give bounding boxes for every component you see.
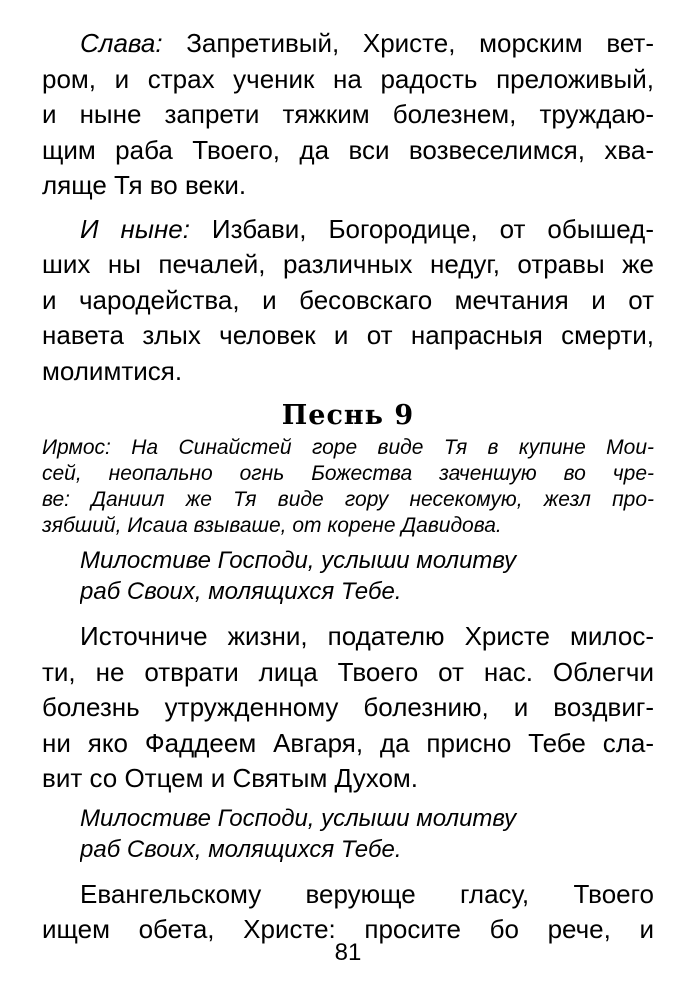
text-line: молимтися. (42, 355, 183, 386)
text-line: и чародейства, и бесовскаго мечтания и от (42, 284, 654, 315)
text-line: сей, неопально огнь Божества заченшую во чре- (42, 462, 654, 485)
text-line: щим раба Твоего, да вси возвеселимся, хва- (42, 134, 654, 165)
troparion (42, 619, 654, 797)
text-line: ищем обета, Христе: просите бо рече, и (42, 914, 654, 944)
stanza-glory (42, 26, 654, 204)
stanza-label: Слава: (80, 28, 163, 58)
text-line: Милостиве Господи, услыши молитву (80, 547, 517, 574)
stanza-label: И ныне: (80, 213, 190, 244)
text-line: Милостиве Господи, услыши молитву (80, 804, 517, 832)
text-line: зябший, Исаиа взываше, от корене Давидова. (42, 514, 502, 537)
text-line: и ныне запрети тяжким болезнем, труждаю- (42, 99, 654, 129)
text-line: ших ны печалей, различных недуг, отравы же (42, 249, 654, 279)
troparion (42, 877, 654, 948)
irmos (42, 435, 654, 539)
text-line: Ирмос: На Синайстей горе виде Тя в купине Мои- (42, 436, 654, 459)
text-line: ни яко Фаддеем Авгаря, да присно Тебе сла- (42, 727, 654, 758)
text-line: вит со Отцем и Святым Духом. (42, 763, 418, 793)
text-line: ве: Даниил же Тя виде гору несекомую, жезл про- (42, 488, 654, 511)
text-line: Источниче жизни, подателю Христе милос- (80, 621, 654, 651)
text-line: Евангельскому верующе гласу, Твоего (80, 878, 654, 909)
text-line: навета злых человек и от напрасныя смерти, (42, 320, 654, 350)
text-line: И ныне: Избави, Богородице, от обышед- (80, 213, 654, 244)
section-heading: Песнь 9 (281, 400, 415, 431)
text-line: раб Своих, молящихся Тебе. (80, 835, 402, 863)
text-line: ляще Тя во веки. (42, 170, 247, 200)
text-line: болезнь утружденному болезнию, и воздвиг- (42, 692, 654, 722)
book-page (42, 26, 654, 948)
refrain (42, 545, 654, 607)
stanza-now (42, 212, 654, 390)
text-line: ром, и страх ученик на радость преложивый, (42, 63, 654, 94)
text-line: раб Своих, молящихся Тебе. (80, 578, 402, 605)
text-line: Слава: Запретивый, Христе, морским вет- (80, 28, 654, 58)
text-line: ти, не отврати лица Твоего от нас. Облегчи (42, 656, 654, 687)
page-number: 81 (334, 939, 362, 966)
refrain (42, 803, 654, 865)
